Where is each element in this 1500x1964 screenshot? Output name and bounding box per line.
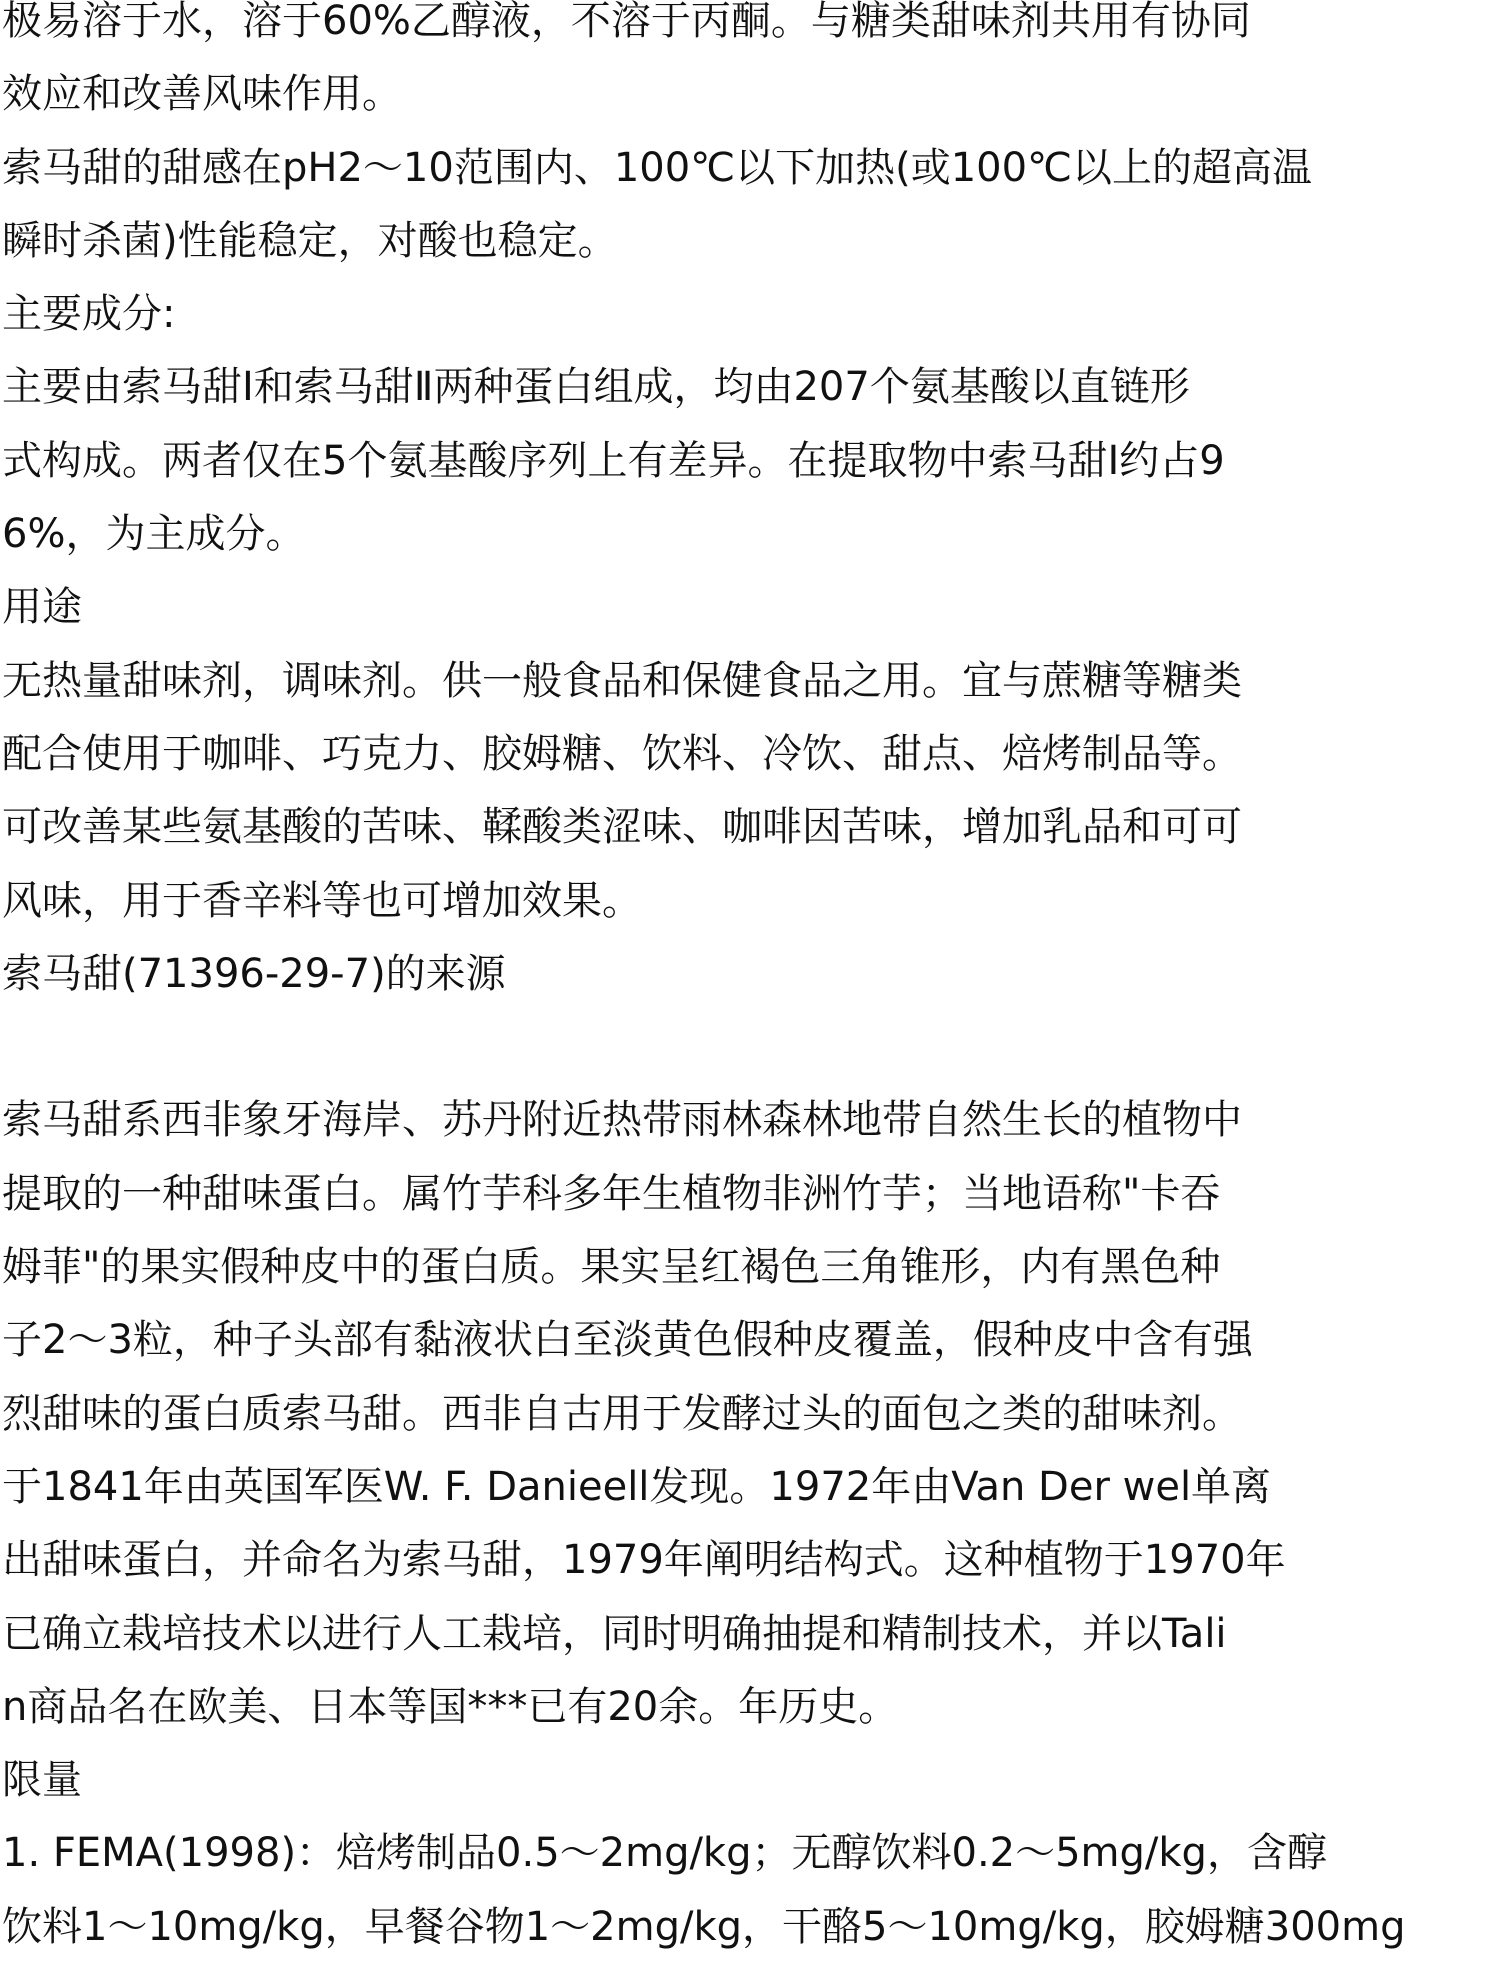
section-heading: 限量 [2, 1757, 82, 1804]
text-line: 饮料1～10mg/kg，早餐谷物1～2mg/kg，干酪5～10mg/kg，胶姆糖300mg [2, 1903, 1406, 1950]
text-line: 极易溶于水，溶于60%乙醇液，不溶于丙酮。与糖类甜味剂共用有协同 [2, 0, 1251, 44]
text-line: 式构成。两者仅在5个氨基酸序列上有差异。在提取物中索马甜Ⅰ约占9 [2, 437, 1225, 484]
text-line: 6%，为主成分。 [2, 511, 306, 558]
text-line: 效应和改善风味作用。 [2, 71, 402, 118]
text-line: 子2～3粒，种子头部有黏液状白至淡黄色假种皮覆盖，假种皮中含有强 [2, 1317, 1253, 1364]
text-line: 索马甜系西非象牙海岸、苏丹附近热带雨林森林地带自然生长的植物中 [2, 1097, 1242, 1144]
text-line: 于1841年由英国军医W. F. Danieell发现。1972年由Van Der wel单离 [2, 1463, 1272, 1510]
section-heading: 索马甜(71396-29-7)的来源 [2, 950, 506, 997]
text-line: n商品名在欧美、日本等国***已有20余。年历史。 [2, 1683, 899, 1730]
text-line: 1. FEMA(1998)：焙烤制品0.5～2mg/kg；无醇饮料0.2～5mg/kg，含醇 [2, 1830, 1327, 1877]
text-line: 主要由索马甜Ⅰ和索马甜Ⅱ两种蛋白组成，均由207个氨基酸以直链形 [2, 364, 1190, 411]
section-heading: 主要成分: [2, 291, 176, 338]
text-line: 姆菲"的果实假种皮中的蛋白质。果实呈红褐色三角锥形，内有黑色种 [2, 1244, 1221, 1291]
text-line: 提取的一种甜味蛋白。属竹芋科多年生植物非洲竹芋；当地语称"卡吞 [2, 1170, 1221, 1217]
text-line: 配合使用于咖啡、巧克力、胶姆糖、饮料、冷饮、甜点、焙烤制品等。 [2, 730, 1242, 777]
text-line: 风味，用于香辛料等也可增加效果。 [2, 877, 642, 924]
text-line: 索马甜的甜感在pH2～10范围内、100℃以下加热(或100℃以上的超高温 [2, 144, 1312, 191]
blank-line [0, 1011, 1500, 1084]
text-line: 已确立栽培技术以进行人工栽培，同时明确抽提和精制技术，并以Tali [2, 1610, 1227, 1657]
text-line: 出甜味蛋白，并命名为索马甜，1979年阐明结构式。这种植物于1970年 [2, 1537, 1286, 1584]
text-line: 瞬时杀菌)性能稳定，对酸也稳定。 [2, 217, 618, 264]
text-line: 无热量甜味剂，调味剂。供一般食品和保健食品之用。宜与蔗糖等糖类 [2, 657, 1242, 704]
text-line: 可改善某些氨基酸的苦味、鞣酸类涩味、咖啡因苦味，增加乳品和可可 [2, 804, 1242, 851]
section-heading: 用途 [2, 584, 82, 631]
text-line: 烈甜味的蛋白质索马甜。西非自古用于发酵过头的面包之类的甜味剂。 [2, 1390, 1242, 1437]
